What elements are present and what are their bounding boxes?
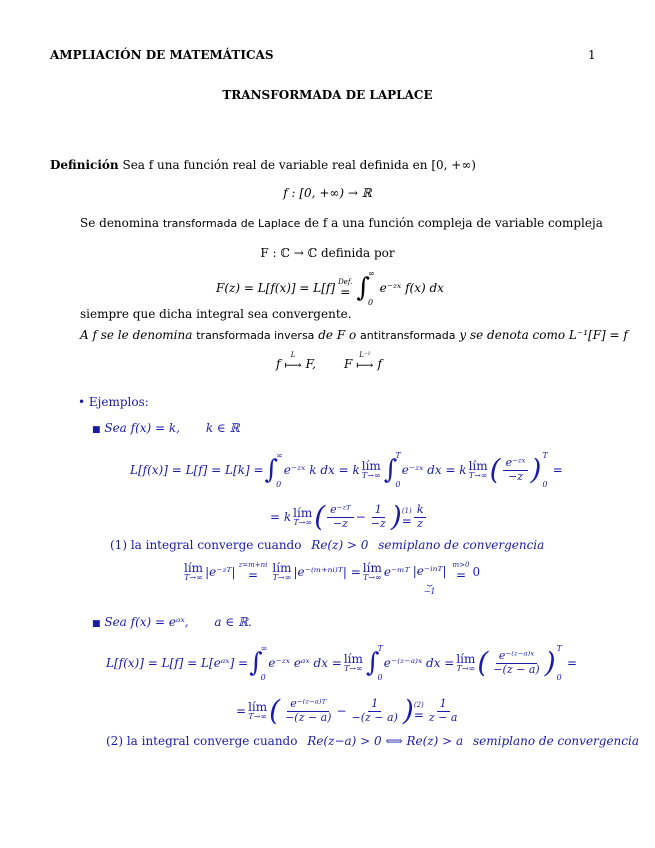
ex1-statement — [92, 421, 240, 435]
subst-label: z=m+ni — [238, 561, 268, 569]
examples-heading-text: Ejemplos: — [88, 395, 149, 409]
ex2-domain: a ∈ ℝ. — [214, 615, 252, 629]
arrow-Linv-label: L⁻¹ — [359, 351, 371, 359]
ref-equals — [402, 508, 412, 527]
equals-sign: = — [552, 463, 563, 477]
ex1-integral-2 — [384, 451, 401, 489]
minus-sign: − — [336, 704, 347, 718]
ref-mark: (1) — [401, 506, 412, 515]
lim-sub: T→∞ — [361, 471, 381, 480]
integral-symbol: ∫ — [264, 455, 279, 485]
laplace-formula — [216, 268, 444, 308]
ex1-frac-d — [414, 504, 427, 530]
lim-word: lím — [272, 561, 292, 575]
maps-to-arrow-icon-2: ⟼ — [356, 358, 374, 372]
arrow-L — [284, 352, 301, 371]
left-paren: ( — [314, 500, 326, 533]
den: −z — [508, 469, 524, 483]
arrow-f: f — [276, 357, 281, 371]
cond-equals — [453, 562, 470, 581]
left-paren: ( — [489, 453, 501, 486]
ex2-lim-3 — [248, 701, 267, 721]
maps-to-arrow-icon: ⟼ — [284, 358, 302, 372]
ref-equals — [414, 702, 424, 721]
ex2-frac-c — [349, 698, 401, 724]
equals-sign: = — [236, 704, 247, 718]
running-header-title: AMPLIACIÓN DE MATEMÁTICAS — [50, 48, 274, 62]
num: e⁻⁽ᶻ⁻ᵃ⁾ˣ — [496, 650, 537, 664]
ex2-frac-b — [282, 698, 334, 724]
subst-equals — [239, 562, 268, 581]
ex1-l1-lhs: L[f(x)] = L[f] = L[k] = — [130, 463, 264, 477]
lim-sub: T→∞ — [272, 573, 292, 582]
lim-sub: T→∞ — [293, 518, 313, 527]
lim-result: 0 — [472, 565, 481, 579]
ex2-integral-2 — [366, 644, 383, 682]
eval-bracket — [542, 451, 547, 489]
map-f: f : [0, +∞) → ℝ — [283, 186, 372, 200]
cond-label: m>0 — [452, 561, 470, 569]
ex1-line2 — [270, 497, 428, 537]
upper-bound: T — [377, 644, 383, 653]
ex1-domain: k ∈ ℝ — [205, 421, 240, 435]
num: e⁻ᶻᵀ — [327, 504, 354, 518]
equals-sign: = — [247, 568, 259, 582]
ex2-line2 — [236, 690, 462, 732]
equals-sign: = — [401, 513, 412, 528]
lim-a — [184, 562, 203, 582]
lim-word: lím — [248, 700, 268, 714]
definition-line2 — [80, 216, 603, 230]
ex2-frac-d — [426, 698, 461, 724]
right-paren: ) — [390, 500, 402, 533]
lim-word: lím — [293, 506, 313, 520]
upper-bound: T — [556, 644, 562, 653]
upper-bound: T — [542, 451, 548, 460]
eval-bracket — [557, 644, 562, 682]
lim-sub: T→∞ — [468, 471, 488, 480]
line2-term: transformada de Laplace — [162, 217, 301, 230]
arrow-L-label: L — [290, 351, 296, 359]
inverse-term2: antitransformada — [360, 329, 456, 342]
equals-sign: = — [413, 707, 424, 722]
num: 1 — [368, 698, 381, 712]
den: z — [417, 516, 424, 530]
section-title: TRANSFORMADA DE LAPLACE — [222, 88, 433, 102]
minus-sign: − — [355, 510, 366, 524]
lim-word: lím — [361, 459, 381, 473]
integral-symbol: ∫ — [383, 455, 398, 485]
ex1-l1-t1: e⁻ᶻˣ k dx = k — [283, 463, 360, 477]
definition-intro-text: Sea f una función real de variable real definida en [0, +∞) — [122, 158, 476, 172]
examples-heading — [78, 395, 149, 409]
lim-sub: T→∞ — [456, 664, 476, 673]
map-F: F : ℂ → ℂ definida por — [260, 246, 395, 260]
ex2-note-text: (2) la integral converge cuando — [106, 734, 298, 748]
inverse-mid: de F o — [318, 328, 357, 342]
lim-expr4: |e⁻ⁱⁿᵀ| — [412, 564, 447, 578]
den: −(z − a) — [351, 710, 398, 724]
ex2-l1-lhs: L[f(x)] = L[f] = L[eᵃˣ] = — [106, 656, 249, 670]
ref-mark: (2) — [413, 700, 424, 709]
ex2-line1 — [106, 640, 577, 686]
line2-pre: Se denomina — [80, 216, 159, 230]
lim-b — [272, 562, 291, 582]
inverse-definition — [80, 328, 628, 342]
ex2-l1-t2: e⁻⁽ᶻ⁻ᵃ⁾ˣ dx = — [383, 656, 455, 670]
right-paren: ) — [402, 694, 414, 727]
ex1-line1 — [130, 447, 563, 493]
ex1-lim-1 — [362, 460, 381, 480]
lim-word: lím — [362, 561, 382, 575]
upper-bound: ∞ — [260, 644, 268, 653]
lim-sub: T→∞ — [344, 664, 363, 673]
num: 1 — [437, 698, 450, 712]
condition-text: siempre que dicha integral sea convergente. — [80, 307, 352, 321]
num: e⁻⁽ᶻ⁻ᵃ⁾ᵀ — [287, 698, 329, 712]
arrow-F2: F — [343, 357, 353, 371]
formula-lhs: F(z) = L[f(x)] = L[f] — [216, 281, 336, 295]
lim-expr1: |e⁻ᶻᵀ| — [205, 565, 236, 579]
bullet-icon: ■ — [92, 619, 101, 629]
def-label: Def. — [338, 277, 353, 286]
ex1-frac-a — [503, 457, 529, 483]
num: 1 — [372, 504, 385, 518]
mapping-arrows — [276, 352, 382, 371]
ex1-note-text: (1) la integral converge cuando — [110, 538, 302, 552]
ex2-integral-1 — [249, 644, 267, 682]
underbrace — [413, 565, 447, 597]
underbrace-icon: ⏟ — [427, 577, 432, 588]
inverse-term1: transformada inversa — [196, 329, 315, 342]
line2-post: de f a una función compleja de variable compleja — [304, 216, 603, 230]
left-paren: ( — [269, 694, 281, 727]
ex1-lim-2 — [469, 460, 488, 480]
upper-bound: T — [395, 451, 401, 460]
lim-sub: T→∞ — [362, 573, 382, 582]
lower-bound: 0 — [395, 480, 401, 489]
lim-word: lím — [343, 652, 363, 666]
lower-bound: 0 — [556, 673, 562, 682]
underbrace-label: −1 — [423, 587, 436, 597]
upper-bound: ∞ — [276, 451, 283, 460]
integral-upper: ∞ — [367, 269, 375, 278]
arrow-F1: F, — [305, 357, 316, 371]
ex1-note — [110, 538, 544, 552]
arrow-f2: f — [377, 357, 382, 371]
lower-bound: 0 — [377, 673, 383, 682]
integral-symbol: ∫ — [356, 273, 370, 303]
bullet-icon: ■ — [92, 425, 101, 435]
equals-sign: = — [567, 656, 578, 670]
ex2-note-term: semiplano de convergencia — [472, 734, 639, 748]
arrow-Linv — [356, 352, 373, 371]
lim-expr2: |e⁻⁽ᵐ⁺ⁿⁱ⁾ᵀ| = — [293, 565, 361, 579]
lower-bound: 0 — [276, 480, 282, 489]
integral-symbol: ∫ — [249, 648, 263, 678]
right-paren: ) — [544, 646, 556, 679]
ex1-limit-proof — [182, 562, 480, 602]
ex1-lim-3 — [293, 507, 312, 527]
den: z − a — [428, 710, 458, 724]
lim-expr3: e⁻ᵐᵀ — [383, 565, 410, 579]
ex2-note — [106, 734, 639, 748]
ex2-statement — [92, 615, 252, 629]
den: −z — [332, 516, 348, 530]
lim-word: lím — [456, 652, 476, 666]
integral-symbol: ∫ — [365, 648, 380, 678]
ex2-frac-a — [490, 650, 542, 676]
ex1-l2-start: = k — [270, 510, 292, 524]
ex1-note-cond: Re(z) > 0 — [311, 538, 369, 552]
lower-bound: 0 — [542, 480, 548, 489]
ex2-lim-2 — [456, 653, 475, 673]
lim-sub: T→∞ — [248, 712, 267, 721]
lower-bound: 0 — [260, 673, 266, 682]
ex2-note-cond: Re(z−a) > 0 ⟺ Re(z) > a — [307, 734, 464, 748]
den: −(z − a) — [285, 710, 332, 724]
left-paren: ( — [477, 646, 489, 679]
integral-sign — [356, 269, 374, 307]
lim-sub: T→∞ — [184, 573, 203, 582]
integral-lower: 0 — [367, 298, 374, 307]
ex1-func: Sea f(x) = k, — [104, 421, 180, 435]
definition-intro — [50, 158, 476, 172]
den: −(z − a) — [493, 662, 540, 676]
formula-rhs: e⁻ᶻˣ f(x) dx — [379, 281, 444, 295]
ex1-frac-b — [327, 504, 354, 530]
ex1-note-term: semiplano de convergencia — [378, 538, 545, 552]
inverse-pre: A f se le denomina — [80, 328, 193, 342]
ex2-l1-t1: e⁻ᶻˣ eᵃˣ dx = — [268, 656, 342, 670]
lim-c — [363, 562, 382, 582]
num: e⁻ᶻˣ — [503, 457, 529, 471]
equals-sign: = — [455, 568, 467, 582]
ex1-integral-1 — [265, 451, 283, 489]
lim-word: lím — [468, 459, 488, 473]
ex1-frac-c — [368, 504, 389, 530]
ex1-l1-t2: e⁻ᶻˣ dx = k — [401, 463, 467, 477]
ex2-func: Sea f(x) = eᵃˣ, — [104, 615, 189, 629]
ex2-lim-1 — [344, 653, 363, 673]
bullet-icon: • — [78, 395, 86, 409]
equals-sign: = — [340, 284, 351, 299]
lim-word: lím — [184, 561, 204, 575]
definition-label: Definición — [50, 158, 119, 172]
def-equals — [338, 279, 352, 298]
inverse-post: y se denota como L⁻¹[F] = f — [459, 328, 628, 342]
page-number: 1 — [588, 48, 596, 62]
num: k — [414, 504, 427, 518]
den: −z — [370, 516, 386, 530]
right-paren: ) — [530, 453, 542, 486]
